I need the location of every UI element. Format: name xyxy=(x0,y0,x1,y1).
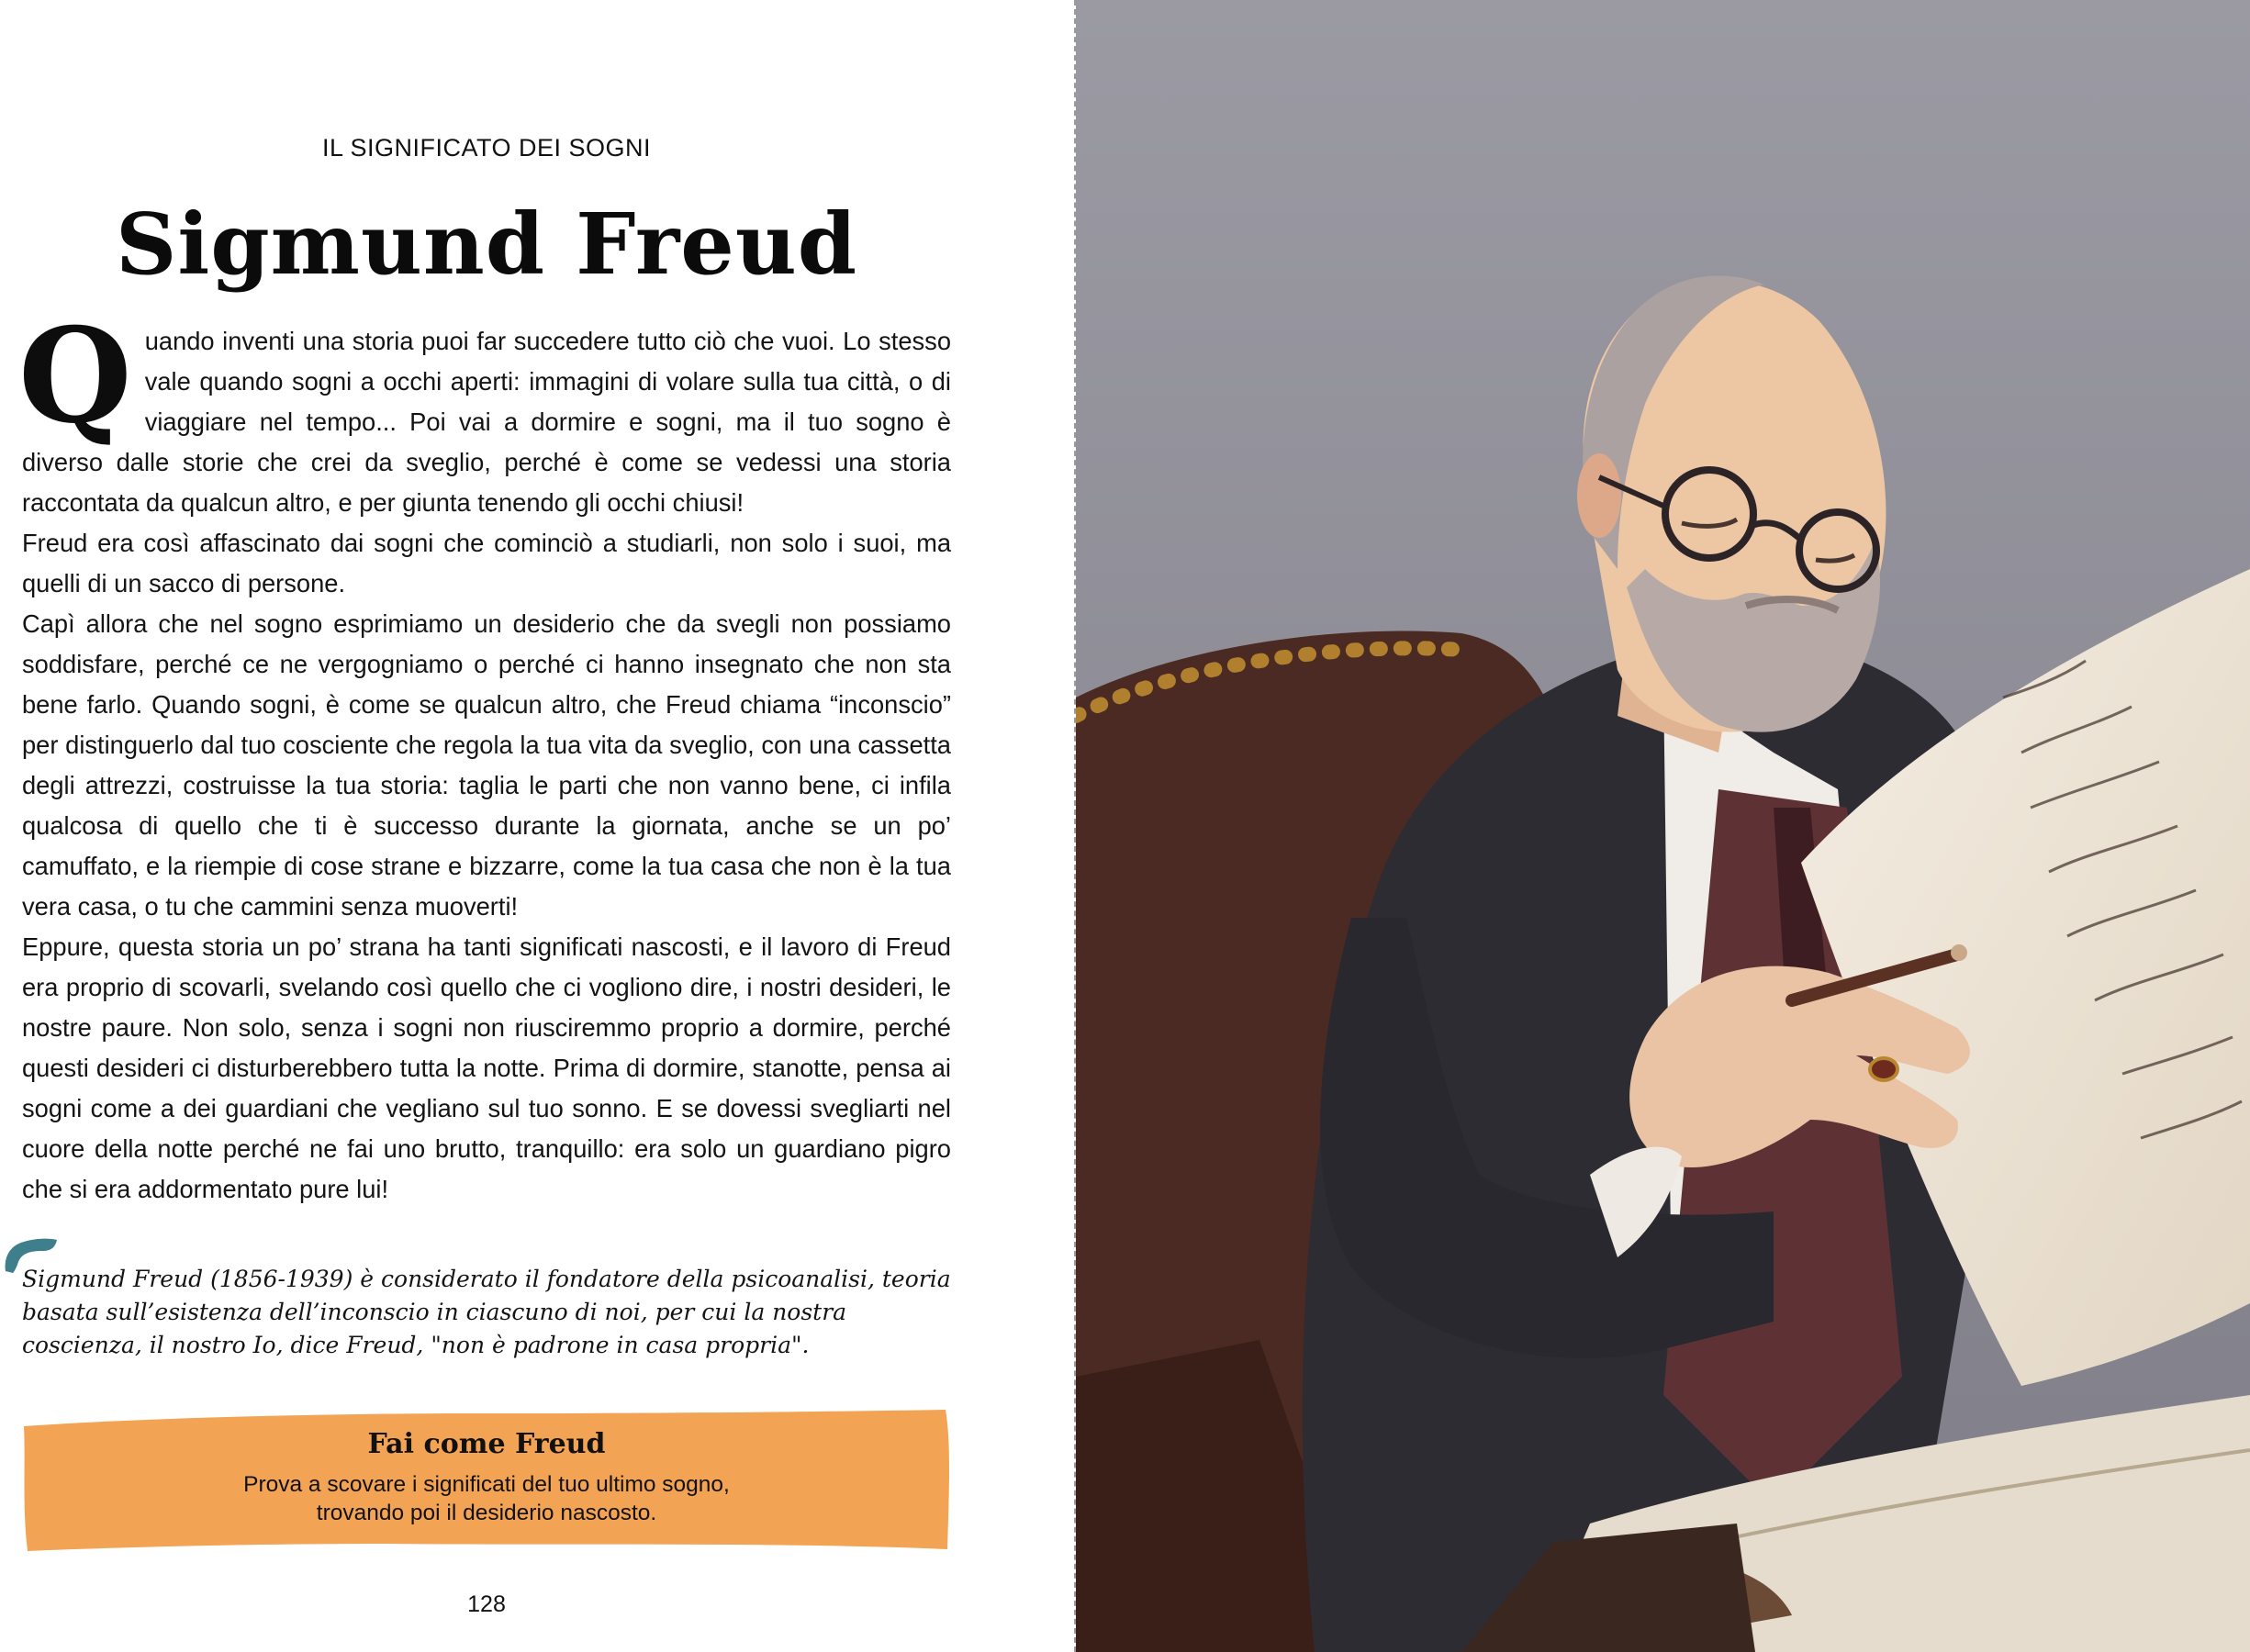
callout-title: Fai come Freud xyxy=(367,1428,606,1460)
article-body xyxy=(18,300,951,1210)
bio-note: Sigmund Freud (1856-1939) è considerato il fondatore della psicoanalisi, teoria basata sull’esistenza dell’inconscio in ciascuno di noi, per cui la nostra coscienza, il nostro Io, dice Freud, "non è padrone in casa propria". xyxy=(22,1266,951,1358)
right-page xyxy=(1076,0,2250,1652)
callout-text: Prova a scovare i significati del tuo ultimo sogno, trovando poi il desiderio nascosto. xyxy=(243,1472,730,1525)
freud-portrait-illustration xyxy=(1076,0,2250,1652)
page-title: Sigmund Freud xyxy=(115,195,858,294)
ring xyxy=(1870,1058,1897,1080)
page-number: 128 xyxy=(467,1591,506,1617)
paragraph: uando inventi una storia puoi far succedere tutto ciò che vuoi. Lo stesso vale quando sogni a occhi aperti: immagini di volare sulla tua città, o di viaggiare nel tempo... Poi vai a dormire e sogni, ma il tuo sogno è diverso dalle storie che crei da sveglio, perché è come se vedessi una storia raccontata da qualcun altro, e per giunta tenendo gli occhi chiusi! xyxy=(22,327,951,517)
section-label: IL SIGNIFICATO DEI SOGNI xyxy=(321,134,652,162)
callout-box xyxy=(20,1406,953,1553)
paragraph: Capì allora che nel sogno esprimiamo un desiderio che da svegli non possiamo soddisfare, perché ce ne vergogniamo o perché ci hanno insegnato che non sta bene farlo. Quando sogni, è come se qualcun altro, che Freud chiama “inconscio” per distinguerlo dal tuo cosciente che regola la tua vita da sveglio, con una cassetta degli attrezzi, costruisse la tua storia: taglia le parti che non vanno bene, ci infila qualcosa di quello che ti è successo durante la giornata, anche se un po’ camuffato, e la riempie di cose strane e bizzarre, come la tua casa che non è la tua vera casa, o tu che cammini senza muoverti! xyxy=(22,609,951,921)
paragraph: Freud era così affascinato dai sogni che cominciò a studiarli, non solo i suoi, ma quelli di un sacco di persone. xyxy=(22,529,951,597)
left-page xyxy=(0,0,1074,1652)
drop-cap: Q xyxy=(18,300,132,452)
paragraph: Eppure, questa storia un po’ strana ha tanti significati nascosti, e il lavoro di Freud era proprio di scovarli, svelando così quello che ci vogliono dire, i nostri desideri, le nostre paure. Non solo, senza i sogni non riusciremmo proprio a dormire, perché questi desideri ci disturberebbero tutta la notte. Prima di dormire, stanotte, pensa ai sogni come a dei guardiani che vegliano sul tuo sonno. E se dovessi svegliarti nel cuore della notte perché ne fai uno brutto, tranquillo: era solo un guardiano pigro che si era addormentato pure lui! xyxy=(22,932,951,1203)
